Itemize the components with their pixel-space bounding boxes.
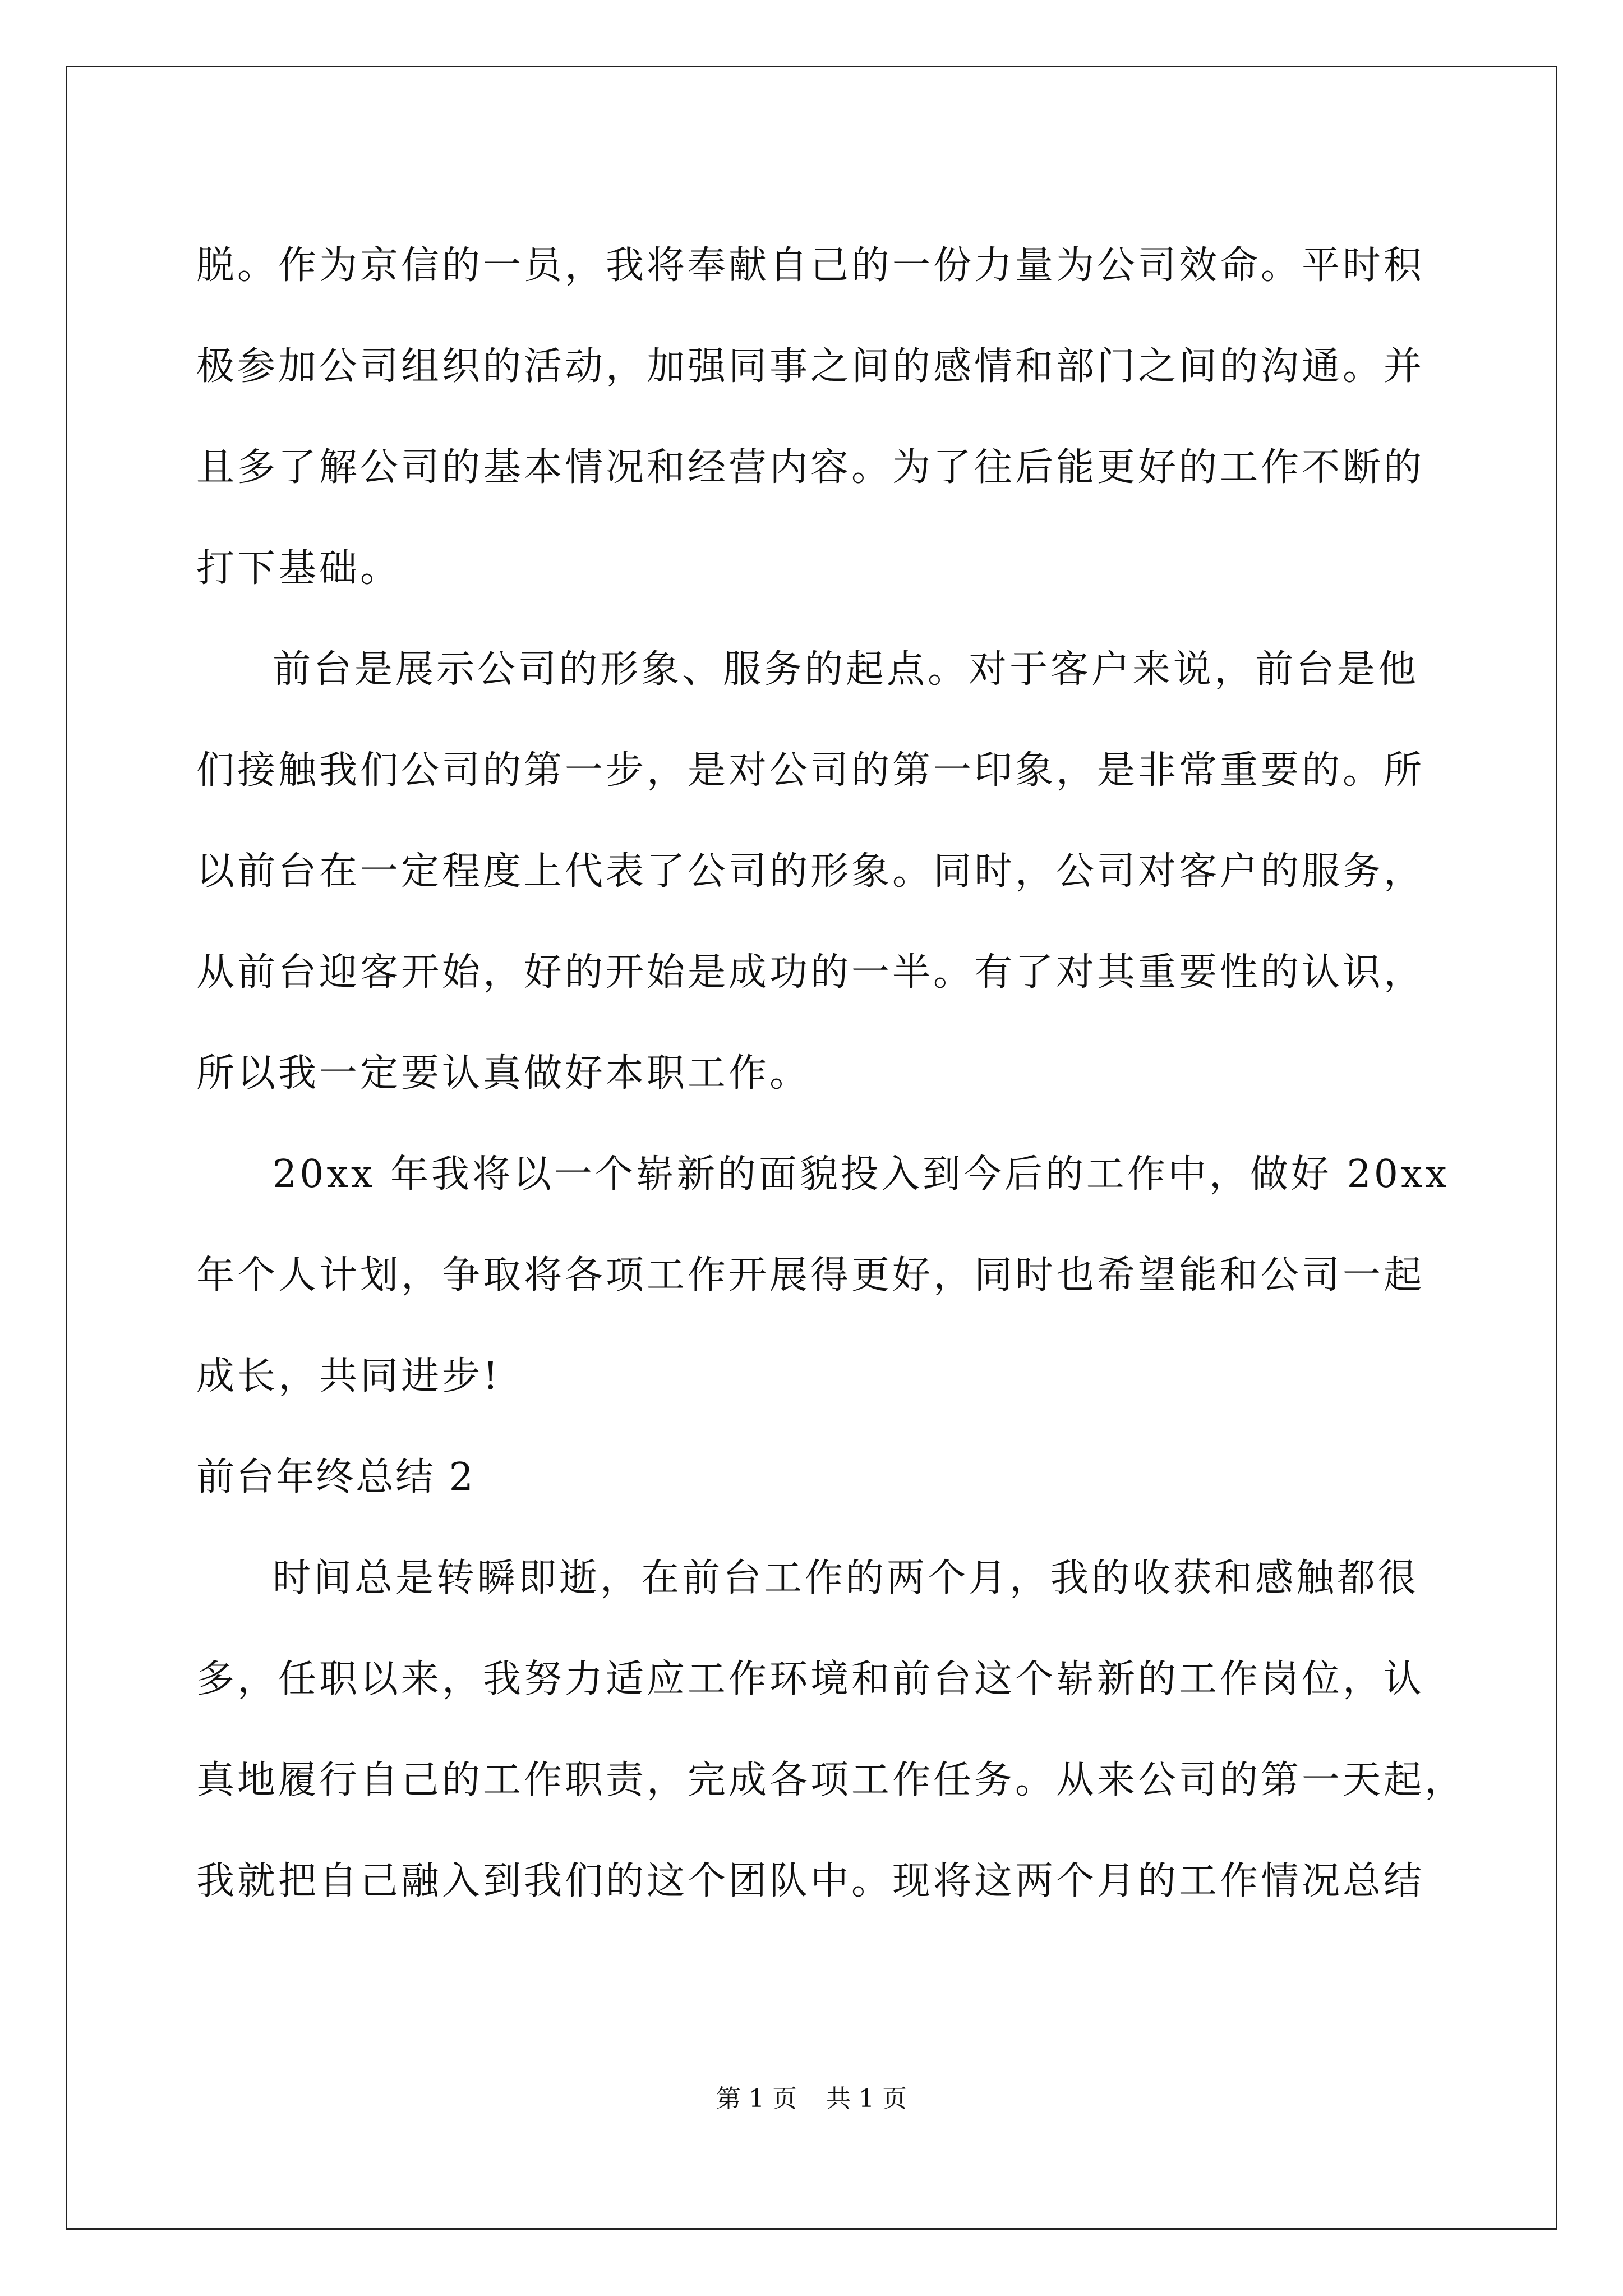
paragraph-line: 时间总是转瞬即逝，在前台工作的两个月，我的收获和感触都很 xyxy=(273,1556,1419,1600)
document-body xyxy=(196,215,1466,1932)
paragraph-line: 多，任职以来，我努力适应工作环境和前台这个崭新的工作岗位，认 xyxy=(196,1657,1425,1701)
paragraph-line: 前台是展示公司的形象、服务的起点。对于客户来说，前台是他 xyxy=(273,647,1419,692)
paragraph-line: 我就把自己融入到我们的这个团队中。现将这两个月的工作情况总结 xyxy=(196,1859,1425,1903)
page-total: 共 1 页 xyxy=(826,2085,907,2113)
page-footer xyxy=(0,2082,1623,2116)
paragraph-line: 20xx 年我将以一个崭新的面貌投入到今后的工作中，做好 20xx xyxy=(273,1152,1450,1197)
paragraph-line: 且多了解公司的基本情况和经营内容。为了往后能更好的工作不断的 xyxy=(196,445,1425,490)
paragraph-line: 所以我一定要认真做好本职工作。 xyxy=(196,1051,811,1096)
paragraph-line: 从前台迎客开始，好的开始是成功的一半。有了对其重要性的认识， xyxy=(196,950,1425,995)
paragraph-line: 以前台在一定程度上代表了公司的形象。同时，公司对客户的服务， xyxy=(196,849,1425,894)
paragraph-line: 们接触我们公司的第一步，是对公司的第一印象，是非常重要的。所 xyxy=(196,748,1425,793)
paragraph-line: 年个人计划，争取将各项工作开展得更好，同时也希望能和公司一起 xyxy=(196,1253,1425,1297)
paragraph-line: 脱。作为京信的一员，我将奉献自己的一份力量为公司效命。平时积 xyxy=(196,243,1425,288)
paragraph-line: 打下基础。 xyxy=(196,546,402,591)
page-number: 第 1 页 xyxy=(716,2085,797,2113)
paragraph-line: 真地履行自己的工作职责，完成各项工作任务。从来公司的第一天起， xyxy=(196,1758,1466,1802)
paragraph-line: 成长，共同进步! xyxy=(196,1354,501,1398)
section-heading: 前台年终总结 2 xyxy=(196,1455,475,1499)
paragraph-line: 极参加公司组织的活动，加强同事之间的感情和部门之间的沟通。并 xyxy=(196,344,1425,389)
